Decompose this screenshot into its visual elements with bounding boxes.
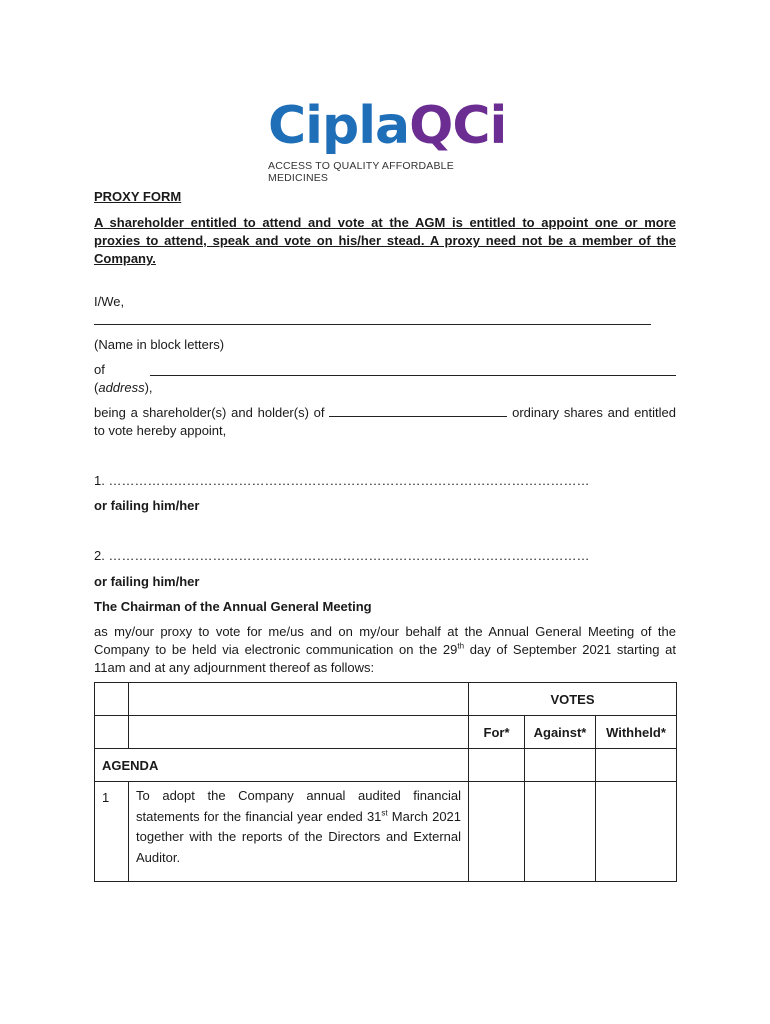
vote-withheld-box[interactable] [596,782,677,882]
shares-statement [94,404,676,440]
vote-for-box[interactable] [469,782,525,882]
resolution-text-part2: March 2021 together with the reports of the Directors and External Auditor. [136,808,462,865]
address-caption-open: ( [94,380,99,395]
chairman-label: The Chairman of the Annual General Meeting [94,599,372,614]
resolution-row [95,782,677,882]
blank-cell [95,683,129,716]
proxy-statement [94,623,676,677]
address-caption-close: ), [144,380,153,395]
address-caption-word: address [98,380,145,395]
address-caption [94,379,676,397]
votes-table [94,682,677,882]
resolution-number: 1 [95,782,129,882]
form-title: PROXY FORM [94,189,182,204]
failing-him-her-1: or failing him/her [94,498,200,513]
agenda-against-cell [525,749,596,782]
against-column-header: Against* [525,716,596,749]
failing-him-her-2: or failing him/her [94,574,200,589]
shares-text-after: ordinary shares and entitled to vote hereby appoint, [94,405,676,438]
shareholder-notice: A shareholder entitled to attend and vote at the AGM is entitled to appoint one or more proxies to attend, speak and vote on his/her stead. A proxy need not be a member of the Company. [94,215,676,266]
shares-quantity-blank[interactable] [329,404,507,417]
proxy-statement-part1: as my/our proxy to vote for me/us and on my/our behalf at the Annual General Meeting of the Company to be held via electronic communication on the 29 [94,624,676,657]
proxy-1-line[interactable]: 1. ………………………………………………………………………………………………… [94,473,590,488]
logo-tagline: ACCESS TO QUALITY AFFORDABLE MEDICINES [268,160,454,184]
agenda-for-cell [469,749,525,782]
votes-header: VOTES [469,683,677,716]
resolution-text [129,782,469,882]
for-column-header: For* [469,716,525,749]
name-caption: (Name in block letters) [94,337,225,352]
vote-against-box[interactable] [525,782,596,882]
proxy-statement-sup: th [457,641,465,651]
agenda-label: AGENDA [95,749,469,782]
votes-header-row [95,683,677,716]
resolution-text-sup: st [381,808,388,818]
proxy-statement-part2: day of September 2021 starting at 11am and at any adjournment thereof as follows: [94,642,676,675]
resolution-text-part1: To adopt the Company annual audited financial statements for the financial year ended 31 [136,788,461,824]
withheld-column-header: Withheld* [596,716,677,749]
shares-text-before: being a shareholder(s) and holder(s) of [94,405,325,420]
cipla-qci-logo [268,96,508,184]
blank-cell [129,716,469,749]
proxy-2-line[interactable]: 2. ………………………………………………………………………………………………… [94,548,590,563]
blank-cell [129,683,469,716]
of-label: of [94,362,105,377]
logo-qci-text: QCi [409,96,507,156]
agenda-row [95,749,677,782]
blank-cell [95,716,129,749]
logo-cipla-text: Cipla [268,96,410,156]
agenda-withheld-cell [596,749,677,782]
address-line[interactable] [150,375,676,376]
vote-columns-row [95,716,677,749]
name-line[interactable] [94,324,651,325]
iwe-label: I/We, [94,294,125,309]
